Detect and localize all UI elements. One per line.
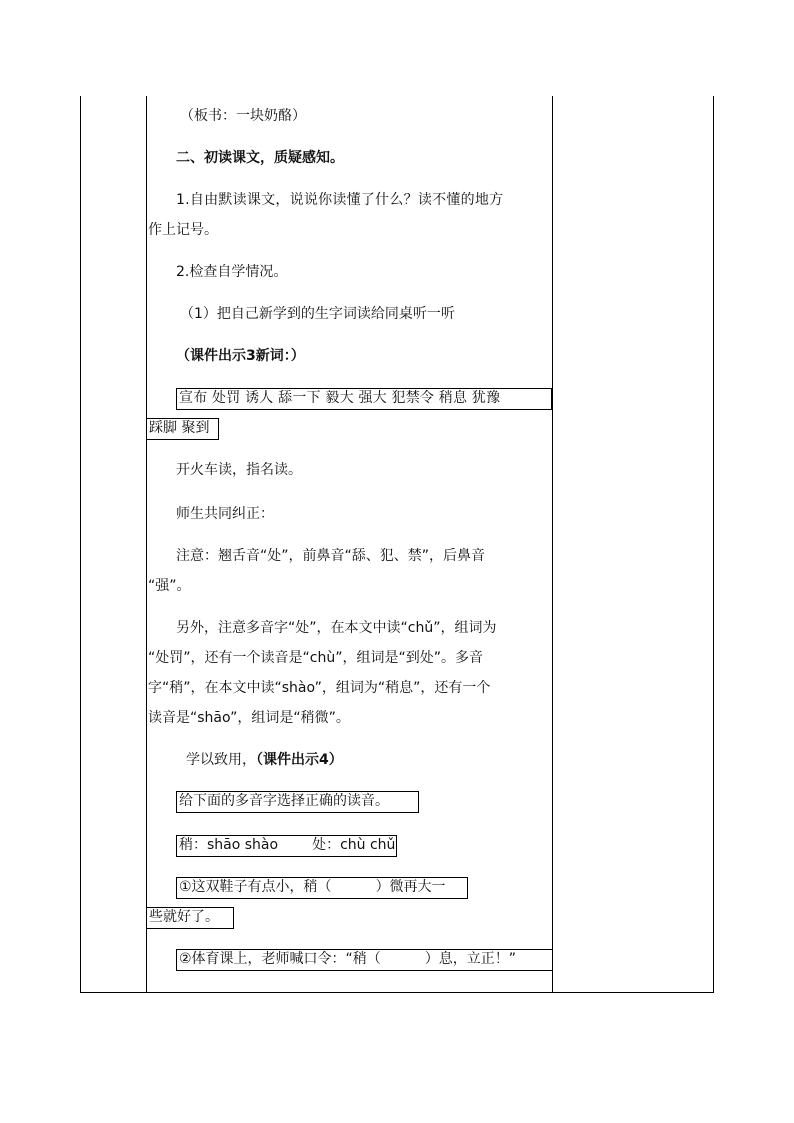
section-heading: 二、初读课文，质疑感知。: [176, 150, 344, 166]
application-label: 学以致用，: [186, 752, 256, 768]
question-2-part-b: ）息，立正！”: [424, 951, 517, 967]
option-chu: 处：chù chǔ: [312, 837, 396, 853]
step-1-text: 1.自由默读课文，说说你读懂了什么？读不懂的地方: [176, 192, 504, 208]
question-1-part-b: ）微再大一: [375, 879, 446, 895]
question-2-part-a: ②体育课上，老师喊口令：“稍（: [179, 951, 381, 967]
table-right-border: [713, 96, 714, 993]
new-words-box-cont: 踩脚 聚到: [146, 418, 219, 440]
correction-intro: 师生共同纠正：: [176, 506, 274, 522]
courseware-note-4: （课件出示4）: [256, 752, 343, 768]
question-1-box-cont: 些就好了。: [146, 907, 234, 929]
table-left-border: [80, 96, 81, 993]
table-bottom-border: [80, 992, 714, 993]
courseware-note-3: （课件出示3新词：）: [176, 348, 305, 364]
polyphone-note-line-2: “处罚”，还有一个读音是“chù”，组词是“到处”。多音: [148, 650, 483, 666]
pronunciation-note: 注意：翘舌音“处”，前鼻音“舔、犯、禁”，后鼻音: [176, 548, 486, 564]
step-2-text: 2.检查自学情况。: [176, 264, 288, 280]
option-shao: 稍：shāo shào: [179, 837, 279, 853]
pronunciation-note-cont: “强”。: [148, 578, 191, 594]
question-1-box: [176, 877, 468, 899]
reading-instruction: 开火车读，指名读。: [176, 462, 302, 478]
application-line: [186, 751, 343, 769]
task-box: 给下面的多音字选择正确的读音。: [176, 791, 419, 813]
polyphone-note: 另外，注意多音字“处”，在本文中读“chǔ”，组词为: [176, 620, 497, 636]
polyphone-note-line-4: 读音是“shāo”，组词是“稍微”。: [148, 710, 350, 726]
options-box: [176, 835, 397, 857]
blackboard-note: （板书：一块奶酪）: [180, 108, 306, 124]
new-words-box: 宣布 处罚 诱人 舔一下 毅大 强大 犯禁令 稍息 犹豫: [176, 388, 552, 410]
substep-1-text: （1）把自己新学到的生字词读给同桌听一听: [180, 306, 455, 322]
question-2-box: [176, 949, 553, 971]
table-col-divider-2: [552, 96, 553, 993]
table-col-divider-1: [146, 96, 147, 993]
polyphone-note-line-3: 字“稍”，在本文中读“shào”，组词为“稍息”，还有一个: [148, 680, 491, 696]
question-1-part-a: ①这双鞋子有点小，稍（: [179, 879, 332, 895]
step-1-text-cont: 作上记号。: [148, 222, 218, 238]
